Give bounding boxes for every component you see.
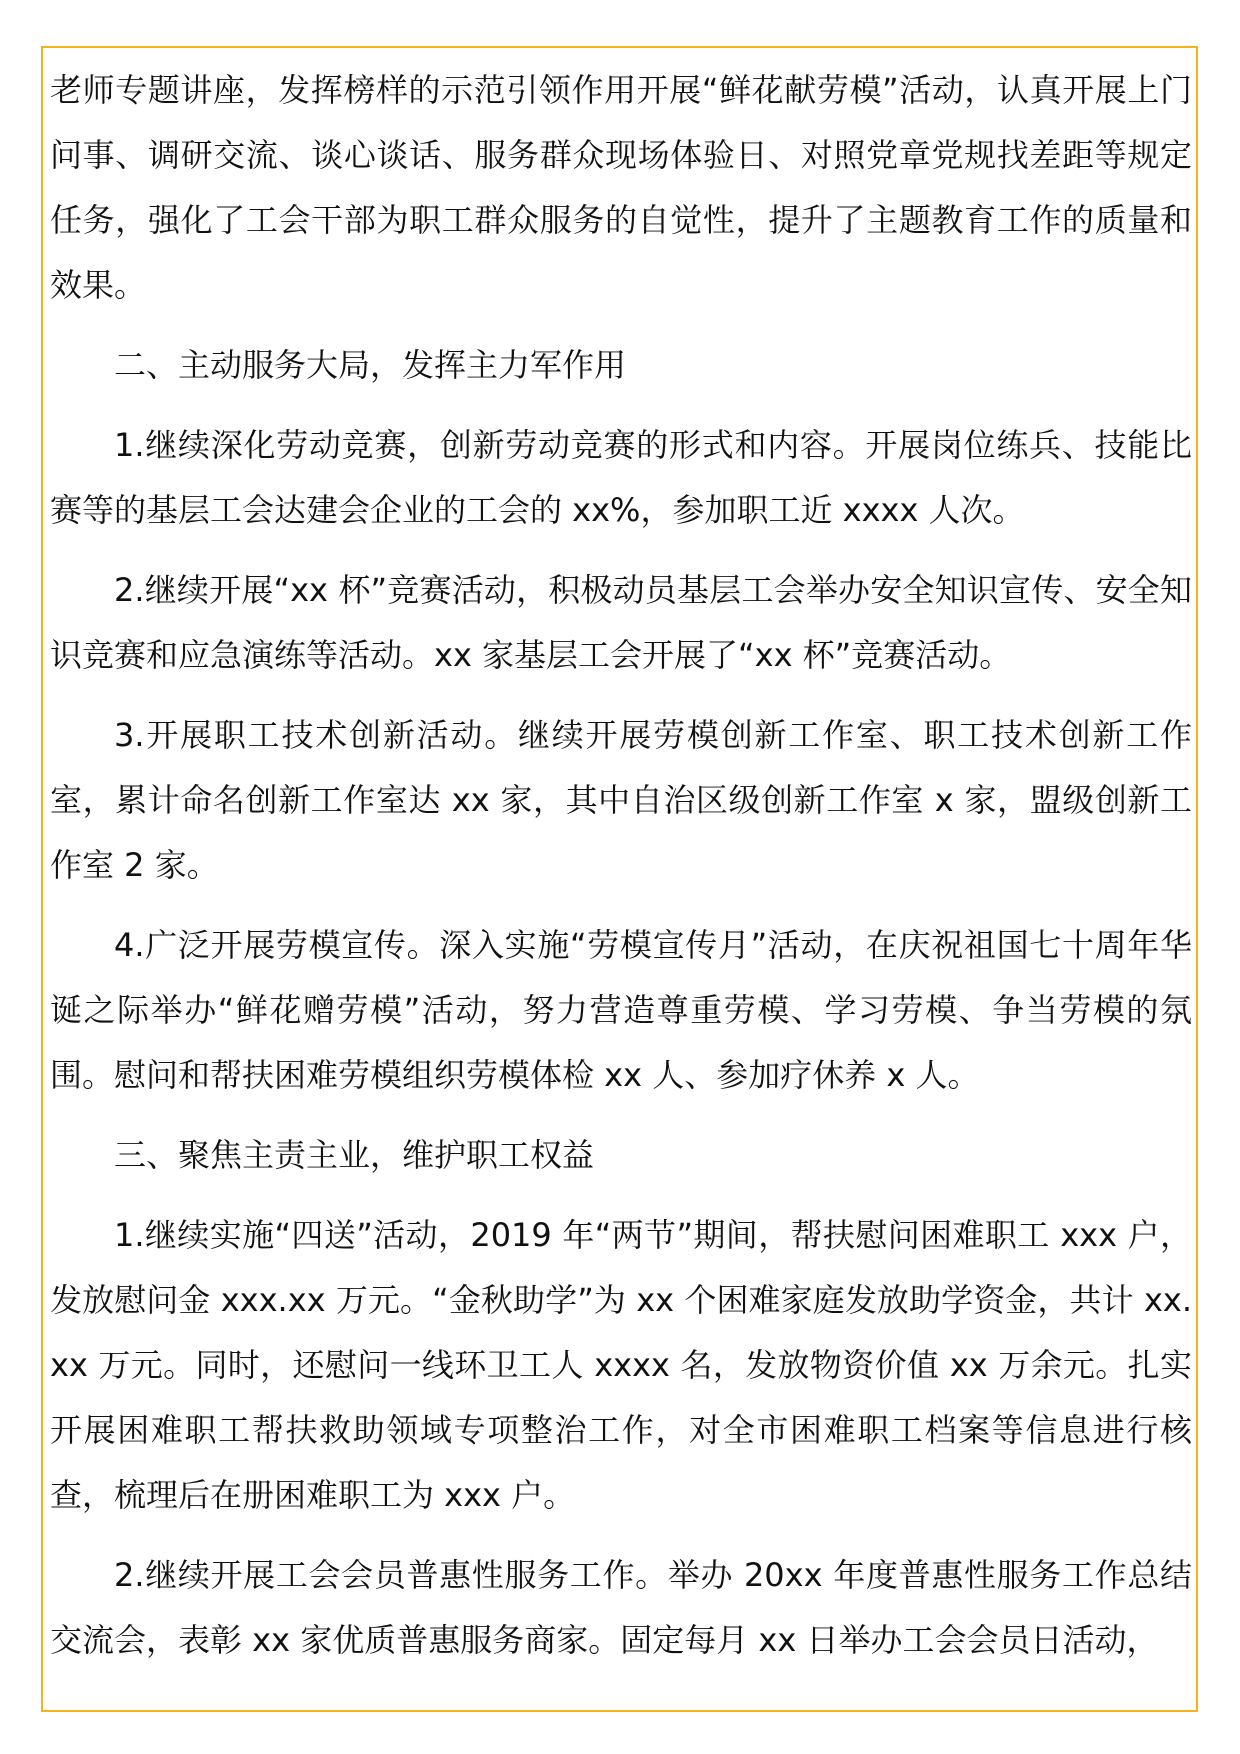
- section-two-item-2: 2.继续开展“xx 杯”竞赛活动，积极动员基层工会举办安全知识宣传、安全知识竞赛和应急演练等活动。xx 家基层工会开展了“xx 杯”竞赛活动。: [50, 571, 1192, 674]
- paragraph-gap: [50, 398, 1192, 413]
- paragraph-gap: [50, 1108, 1192, 1123]
- section-three-item-2: 2.继续开展工会会员普惠性服务工作。举办 20xx 年度普惠性服务工作总结交流会，表彰 xx 家优质普惠服务商家。固定每月 xx 日举办工会会员日活动，: [50, 1556, 1192, 1659]
- document-body: [50, 58, 1192, 1673]
- paragraph-gap: [50, 318, 1192, 333]
- intro-paragraph: 老师专题讲座，发挥榜样的示范引领作用开展“鲜花献劳模”活动，认真开展上门问事、调研交流、谈心谈话、服务群众现场体验日、对照党章党规找差距等规定任务，强化了工会干部为职工群众服务的自觉性，提升了主题教育工作的质量和效果。: [50, 71, 1192, 304]
- section-two-item-1: 1.继续深化劳动竞赛，创新劳动竞赛的形式和内容。开展岗位练兵、技能比赛等的基层工会达建会企业的工会的 xx%，参加职工近 xxxx 人次。: [50, 426, 1192, 529]
- paragraph-gap: [50, 543, 1192, 558]
- paragraph-gap: [50, 1188, 1192, 1203]
- section-three-item-1: 1.继续实施“四送”活动，2019 年“两节”期间，帮扶慰问困难职工 xxx 户，发放慰问金 xxx.xx 万元。“金秋助学”为 xx 个困难家庭发放助学资金，共计 xx.xx 万元。同时，还慰问一线环卫工人 xxxx 名，发放物资价值 xx 万余元。扎实开展困难职工帮扶救助领域专项整治工作，对全市困难职工档案等信息进行核查，梳理后在册困难职工为 xxx 户。: [50, 1216, 1192, 1514]
- paragraph-gap: [50, 1528, 1192, 1543]
- section-two-item-4: 4.广泛开展劳模宣传。深入实施“劳模宣传月”活动，在庆祝祖国七十周年华诞之际举办“鲜花赠劳模”活动，努力营造尊重劳模、学习劳模、争当劳模的氛围。慰问和帮扶困难劳模组织劳模体检 xx 人、参加疗休养 x 人。: [50, 926, 1192, 1094]
- section-two-item-3: 3.开展职工技术创新活动。继续开展劳模创新工作室、职工技术创新工作室，累计命名创新工作室达 xx 家，其中自治区级创新工作室 x 家，盟级创新工作室 2 家。: [50, 716, 1192, 884]
- paragraph-gap: [50, 688, 1192, 703]
- paragraph-gap: [50, 898, 1192, 913]
- section-heading-three: 三、聚焦主责主业，维护职工权益: [114, 1136, 595, 1174]
- section-heading-two: 二、主动服务大局，发挥主力军作用: [114, 346, 627, 384]
